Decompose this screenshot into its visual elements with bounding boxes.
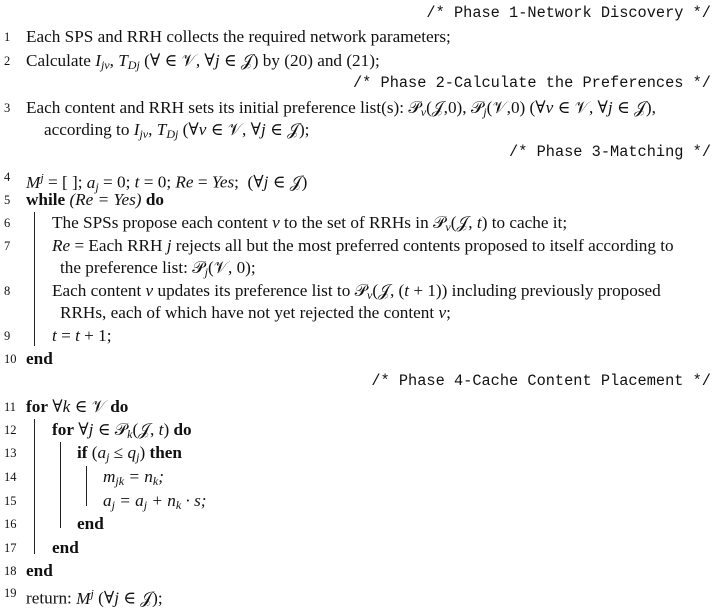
line-text: t = t + 1;: [52, 326, 112, 345]
line-number: 16: [4, 517, 17, 531]
line-text: Each content v updates its preference list to 𝒫$_v$(𝒥, (t + 1)) including previously proposed: [52, 281, 661, 302]
line-number: 13: [4, 446, 17, 460]
for-k-block-bar: [34, 419, 35, 554]
line-text: end: [26, 561, 53, 580]
line-text: $a_j = a_j + n_k \cdot s$;: [103, 491, 207, 512]
line-text: end: [77, 514, 104, 533]
line-text: Each content and RRH sets its initial preference list(s): 𝒫$_v$(𝒥,0), 𝒫$_j$(𝒱,0) (∀v ∈ 𝒱, ∀j ∈ 𝒥),: [26, 98, 656, 119]
line-text: while (Re = Yes) do: [26, 190, 164, 209]
line-text: RRHs, each of which have not yet rejected the content v;: [60, 303, 451, 322]
line-number: 3: [4, 101, 11, 115]
if-block-bar: [86, 466, 87, 506]
line-number: 6: [4, 216, 11, 230]
line-number: 4: [4, 170, 11, 184]
line-number: 18: [4, 564, 17, 578]
line-text: $m_{jk} = n_k$;: [103, 467, 164, 488]
for-j-block-bar: [60, 442, 61, 528]
line-number: 19: [4, 586, 17, 600]
line-number: 11: [4, 400, 17, 414]
line-text: The SPSs propose each content v to the set of RRHs in 𝒫$_v$(𝒥, t) to cache it;: [52, 213, 568, 234]
line-number: 5: [4, 193, 11, 207]
phase3-comment: /* Phase 3-Matching */: [509, 143, 711, 161]
line-text: end: [26, 349, 53, 368]
phase4-comment: /* Phase 4-Cache Content Placement */: [371, 372, 711, 390]
line-number: 9: [4, 329, 11, 343]
line-text: Each SPS and RRH collects the required network parameters;: [26, 27, 451, 46]
line-text: end: [52, 538, 79, 557]
line-text: the preference list: 𝒫$_j$(𝒱, 0);: [60, 258, 256, 279]
line-number: 10: [4, 352, 17, 366]
line-text: Re = Each RRH j rejects all but the most preferred contents proposed to itself according to: [52, 236, 674, 255]
line-number: 15: [4, 494, 17, 508]
line-text: return: $M^j$ (∀j ∈ 𝒥);: [26, 586, 163, 608]
line-number: 2: [4, 54, 11, 68]
line-text: if $(a_j \le q_j)$ then: [77, 443, 182, 464]
phase2-comment: /* Phase 2-Calculate the Preferences */: [352, 74, 711, 92]
line-text: for ∀k ∈ 𝒱 do: [26, 397, 129, 416]
line-text: $M^j$ = [ ]; $a_j = 0$; t = 0; Re = Yes; (∀j ∈ 𝒥): [26, 170, 308, 194]
line-number: 7: [4, 239, 11, 253]
line-number: 8: [4, 284, 11, 298]
phase1-comment: /* Phase 1-Network Discovery */: [426, 4, 711, 22]
line-text: for ∀j ∈ 𝒫$_k$(𝒥, t) do: [52, 420, 192, 441]
line-text: according to $I_{jv}$, $T_{Dj}$ (∀v ∈ 𝒱, ∀j ∈ 𝒥);: [44, 120, 310, 141]
line-number: 14: [4, 470, 17, 484]
line-text: Calculate $I_{jv}$, $T_{Dj}$ (∀ ∈ 𝒱, ∀j ∈ 𝒥) by (20) and (21);: [26, 51, 380, 72]
while-block-bar: [34, 212, 35, 346]
line-number: 17: [4, 541, 17, 555]
line-number: 12: [4, 423, 17, 437]
line-number: 1: [4, 30, 11, 44]
